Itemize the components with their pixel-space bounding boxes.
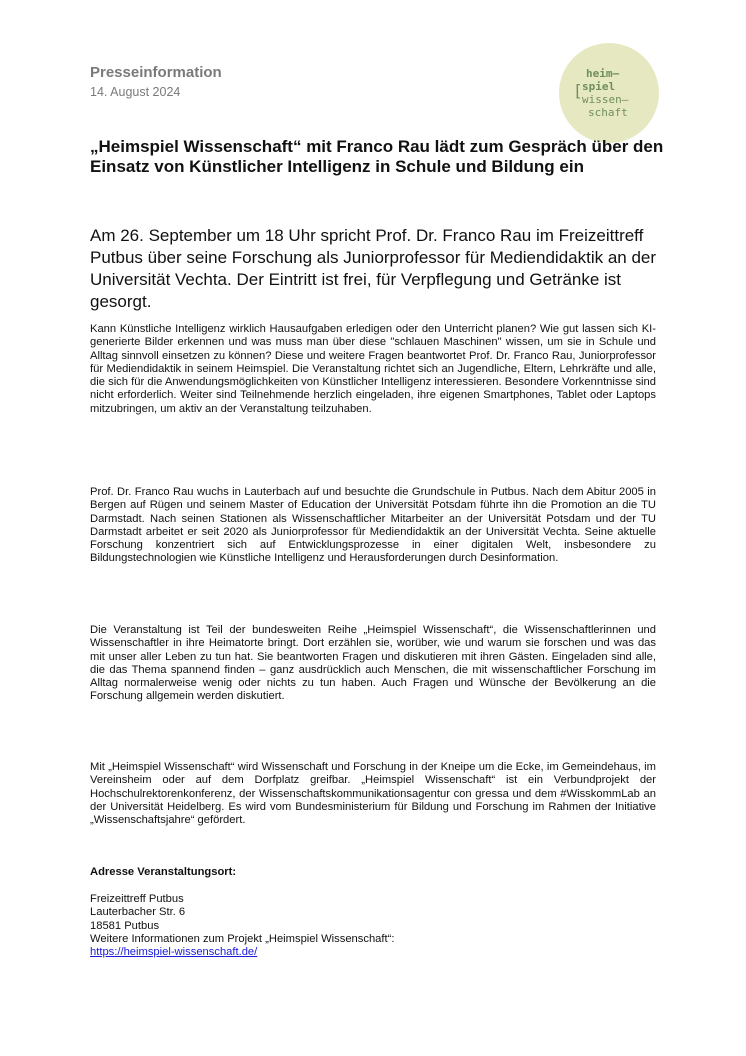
- logo-line-spiel: spiel: [582, 80, 616, 93]
- lead-paragraph: Am 26. September um 18 Uhr spricht Prof. Dr. Franco Rau im Freizeittreff Putbus über seine Forschung als Juniorprofessor für Mediendidaktik an der Universität Vechta. Der Eintritt ist frei, für Verpflegung und Getränke ist gesorgt.: [90, 226, 657, 311]
- logo-line-wissen: wissen—: [582, 93, 629, 106]
- venue-street: Lauterbacher Str. 6: [90, 906, 186, 919]
- heimspiel-wissenschaft-logo: [559, 43, 659, 143]
- project-website-link[interactable]: https://heimspiel-wissenschaft.de/: [90, 946, 258, 959]
- release-date: 14. August 2024: [90, 85, 181, 99]
- body-paragraph: Kann Künstliche Intelligenz wirklich Hausaufgaben erledigen oder den Unterricht planen? Wie gut lassen sich KI-generierte Bilder erkennen und was muss man über diese "schlauen Maschinen" wissen, um sie in Schule und Alltag sinnvoll einsetzen zu können? Diese und weitere Fragen beantwortet Prof. Dr. Franco Rau, Juniorprofessor für Mediendidaktik in seinem Heimspiel. Die Veranstaltung richtet sich an Jugendliche, Eltern, Lehrkräfte und alle, die sich für die Anwendungsmöglichkeiten von Künstlicher Intelligenz interessieren. Besondere Vorkenntnisse sind nicht erforderlich. Weiter sind Teilnehmende herzlich eingeladen, ihre eigenen Smartphones, Tablet oder Laptops mitzubringen, um aktiv an der Veranstaltung teilzuhaben.: [90, 323, 656, 415]
- body-paragraph: Die Veranstaltung ist Teil der bundesweiten Reihe „Heimspiel Wissenschaft“, die Wissenschaftlerinnen und Wissenschaftler in ihre Heimatorte bringt. Dort erzählen sie, worüber, wie und warum sie forschen und was das mit unser aller Leben zu tun hat. Sie beantworten Fragen und diskutieren mit ihren Gästen. Eingeladen sind alle, die das Thema spannend finden – ganz ausdrücklich auch Menschen, die mit wissenschaftlicher Forschung im Alltag normalerweise wenig oder nichts zu tun haben. Auch Fragen und Wünsche der Bevölkerung an die Forschung allgemein werden diskutiert.: [90, 624, 656, 703]
- logo-line-schaft: schaft: [588, 106, 628, 119]
- logo-bracket: [: [573, 81, 583, 100]
- document-type-title: Presseinformation: [90, 64, 222, 81]
- logo-line-heim: heim—: [586, 67, 620, 80]
- venue-city: 18581 Putbus: [90, 919, 160, 932]
- venue-name: Freizeittreff Putbus: [90, 893, 184, 905]
- venue-address: [90, 893, 394, 959]
- body-paragraph: Mit „Heimspiel Wissenschaft“ wird Wissenschaft und Forschung in der Kneipe um die Ecke, im Gemeindehaus, im Vereinsheim oder auf dem Dorfplatz greifbar. „Heimspiel Wissenschaft“ ist ein Verbundprojekt der Hochschulrektorenkonferenz, der Wissenschaftskommunikationsagentur con gressa und dem #WisskommLab an der Universität Heidelberg. Es wird vom Bundesministerium für Bildung und Forschung im Rahmen der Initiative „Wissenschaftsjahre“ gefördert.: [90, 761, 656, 827]
- body-paragraph: Prof. Dr. Franco Rau wuchs in Lauterbach auf und besuchte die Grundschule in Putbus. Nach dem Abitur 2005 in Bergen auf Rügen und seinem Master of Education der Universität Potsdam führte ihn die Promotion an die TU Darmstadt. Nach seinen Stationen als Wissenschaftlicher Mitarbeiter an der Universität Potsdam und der TU Darmstadt arbeitet er seit 2020 als Juniorprofessor für Mediendidaktik an der Universität Vechta. Seine aktuelle Forschung konzentriert sich auf Entwicklungsprozesse in einer digitalen Welt, insbesondere zu Bildungstechnologien wie Künstliche Intelligenz und Herausforderungen durch Desinformation.: [90, 486, 656, 565]
- headline: „Heimspiel Wissenschaft“ mit Franco Rau lädt zum Gespräch über den Einsatz von Künstlicher Intelligenz in Schule und Bildung ein: [90, 137, 664, 176]
- address-heading: Adresse Veranstaltungsort:: [90, 866, 237, 878]
- more-info-label: Weitere Informationen zum Projekt „Heimspiel Wissenschaft“:: [90, 932, 395, 945]
